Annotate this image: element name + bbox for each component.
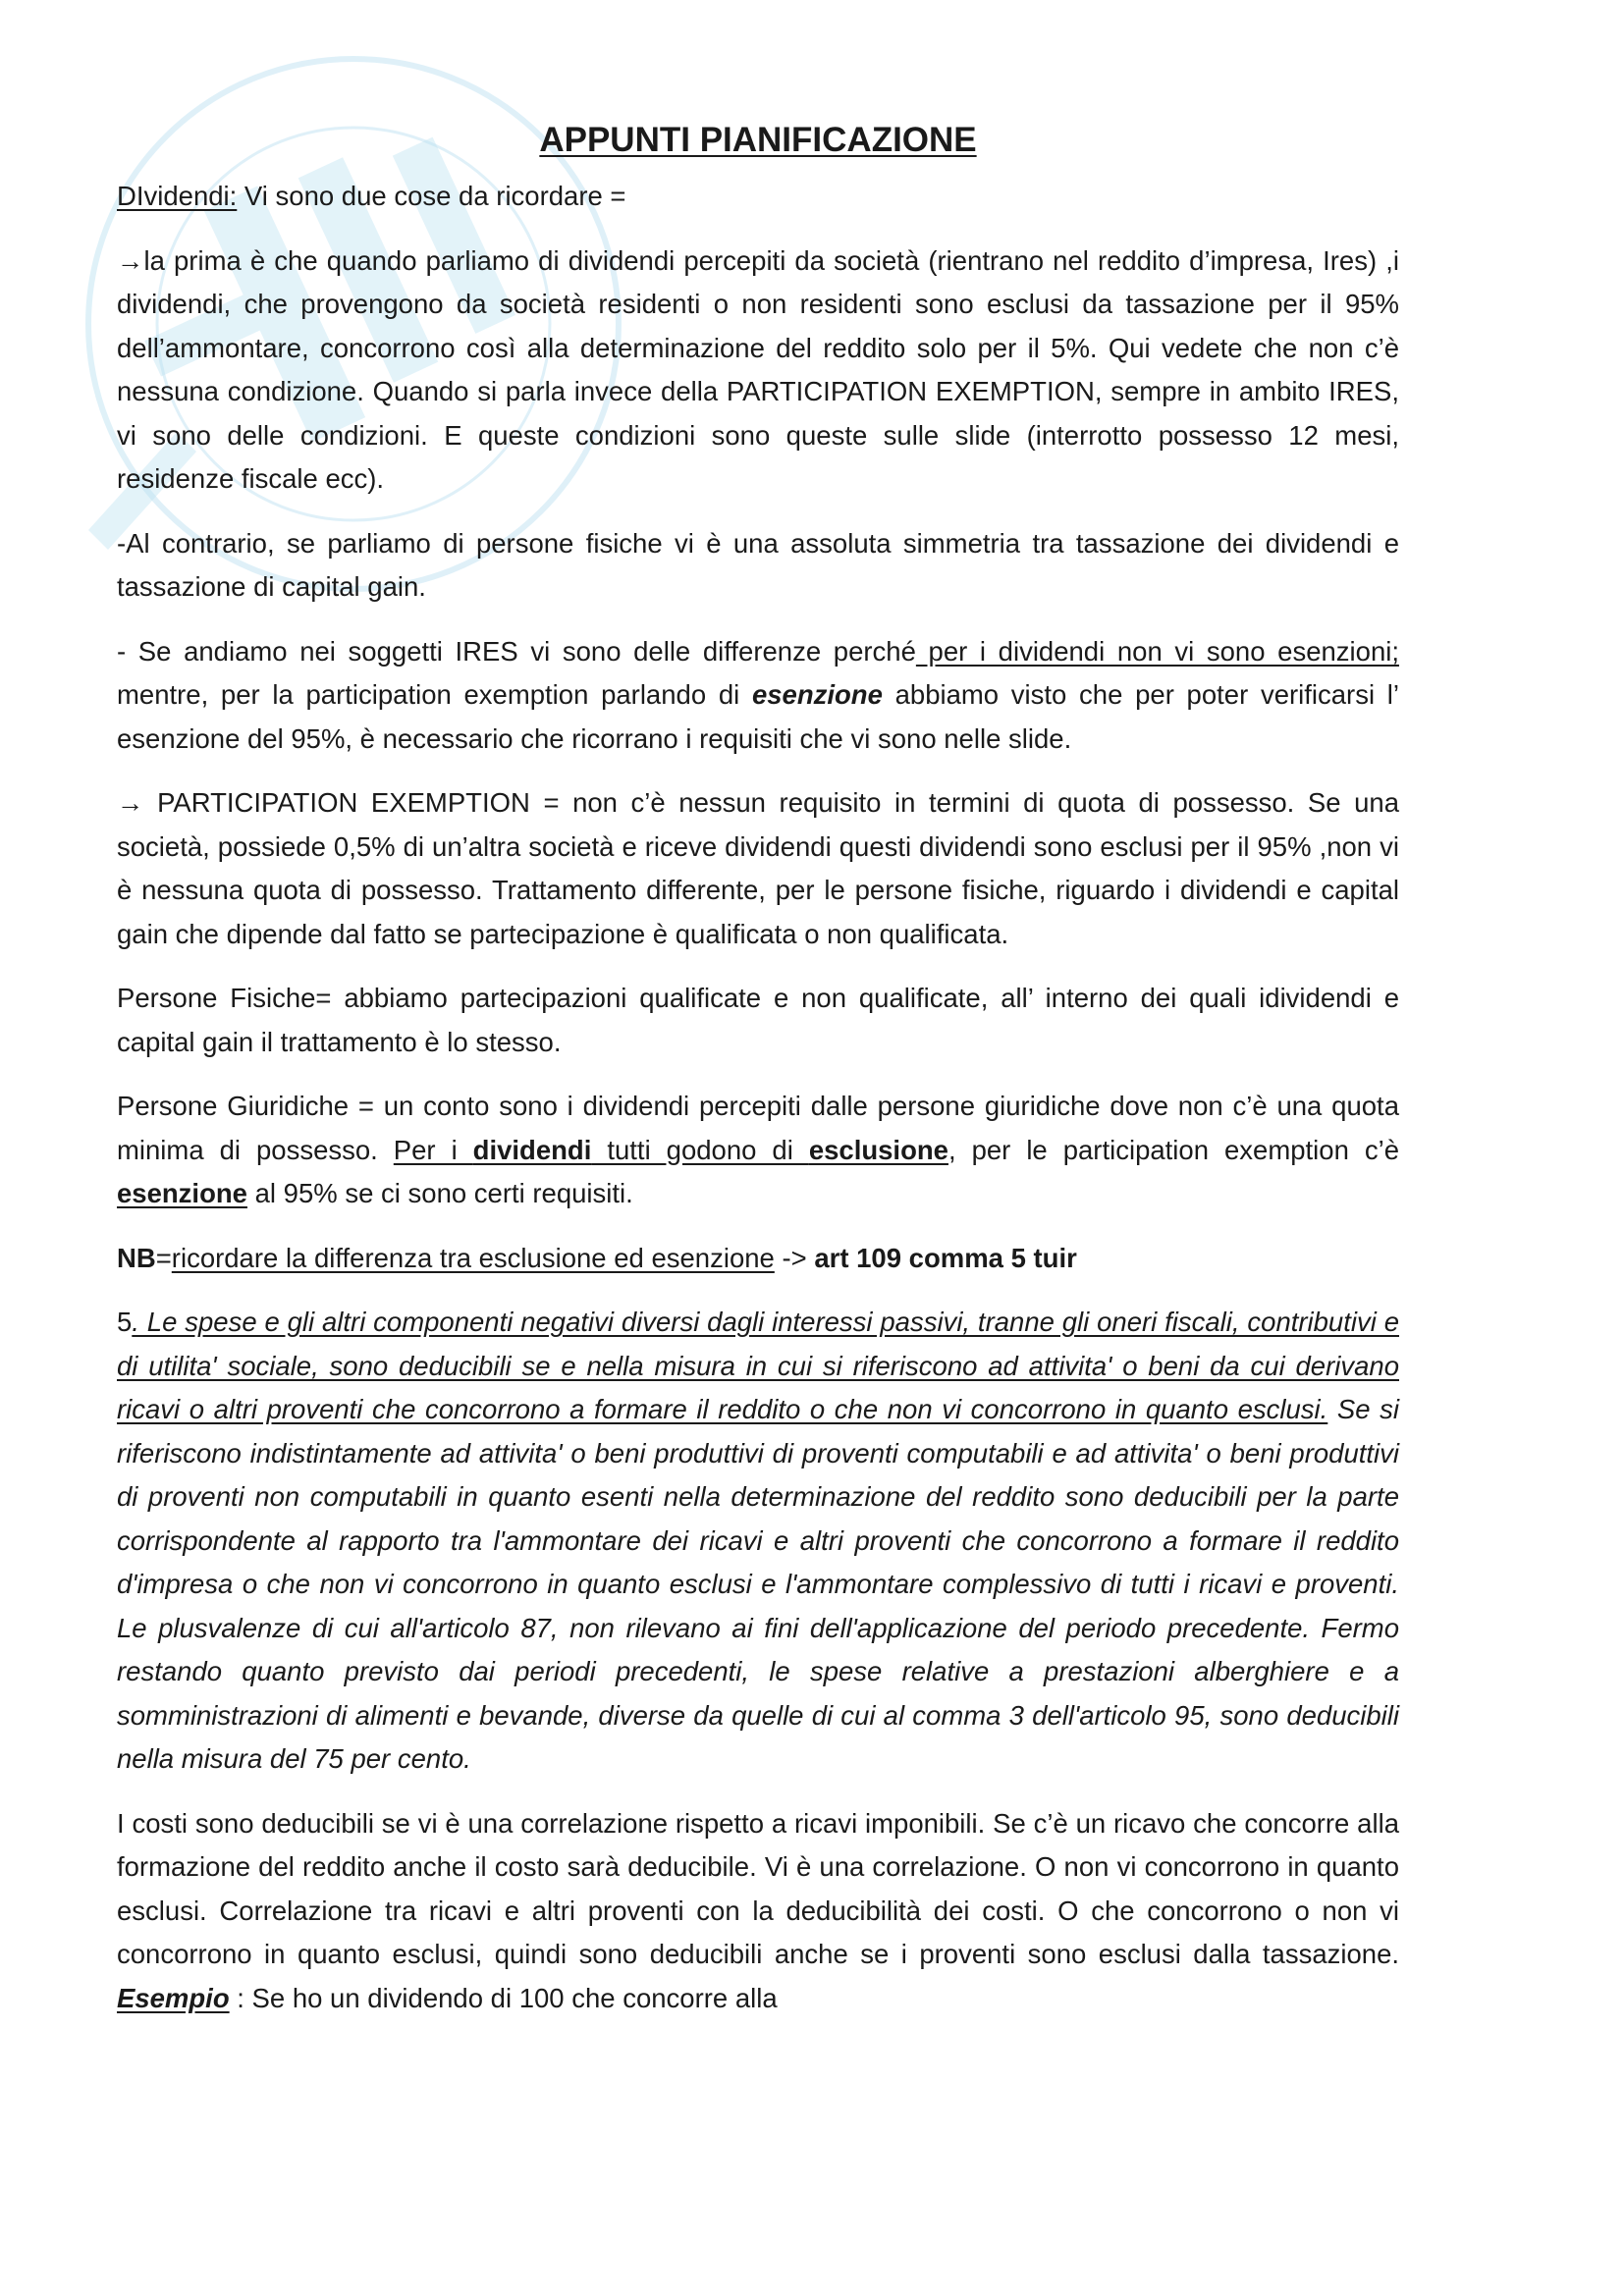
arrow-icon: →	[117, 787, 144, 818]
arrow-icon: →	[117, 244, 144, 276]
paragraph-art-109-quote: 5. Le spese e gli altri componenti negativi diversi dagli interessi passivi, tranne gli oneri fiscali, contributivi e di utilita' sociale, sono deducibili se e nella misura in cui si riferiscono ad attivita' o beni da cui derivano ricavi o altri proventi che concorrono a formare il reddito o che non vi concorrono in quanto esclusi. Se si riferiscono indistintamente ad attivita' o beni produttivi di proventi computabili e ad attivita' o beni produttivi di proventi non computabili in quanto esenti nella determinazione del reddito sono deducibili per la parte corrispondente al rapporto tra l'ammontare dei ricavi e altri proventi che concorrono a formare il reddito d'impresa o che non vi concorrono in quanto esclusi e l'ammontare complessivo di tutti i ricavi e proventi. Le plusvalenze di cui all'articolo 87, non rilevano ai fini dell'applicazione del periodo precedente. Fermo restando quanto previsto dai periodi precedenti, le spese relative a prestazioni alberghiere e a somministrazioni di alimenti e bevande, diverse da quelle di cui al comma 3 dell'articolo 95, sono deducibili nella misura del 75 per cento.	[117, 1307, 1399, 1774]
dividendi-label: DIvidendi:	[117, 181, 238, 211]
page-title: APPUNTI PIANIFICAZIONE	[539, 121, 977, 159]
paragraph-persone-fisiche: Persone Fisiche= abbiamo partecipazioni qualificate e non qualificate, all’ interno dei quali idividendi e capital gain il trattamento è lo stesso.	[117, 983, 1399, 1057]
paragraph-costi-deducibili: I costi sono deducibili se vi è una correlazione rispetto a ricavi imponibili. Se c’è un ricavo che concorre alla formazione del reddito anche il costo sarà deducibile. Vi è una correlazione. O non vi concorrono in quanto esclusi. Correlazione tra ricavi e altri proventi con la deducibilità dei costi. O che concorrono o non vi concorrono in quanto esclusi, quindi sono deducibili anche se i proventi sono esclusi dalla tassazione. Esempio : Se ho un dividendo di 100 che concorre alla	[117, 1807, 1399, 2013]
paragraph-dividendi-intro: DIvidendi: Vi sono due cose da ricordare =	[117, 181, 626, 211]
paragraph-participation-exemption: → PARTICIPATION EXEMPTION = non c’è nessun requisito in termini di quota di possesso. Se una società, possiede 0,5% di un’altra società e riceve dividendi questi dividendi sono esclusi per il 95% ,non vi è nessuna quota di possesso. Trattamento differente, per le persone fisiche, riguardo i dividendi e capital gain che dipende dal fatto se partecipazione è qualificata o non qualificata.	[117, 787, 1399, 949]
paragraph-soggetti-ires: - Se andiamo nei soggetti IRES vi sono delle differenze perché per i dividendi non vi sono esenzioni; mentre, per la participation exemption parlando di esenzione abbiamo visto che per poter verificarsi l’ esenzione del 95%, è necessario che ricorrano i requisiti che vi sono nelle slide.	[117, 635, 1399, 754]
paragraph-prima: →la prima è che quando parliamo di dividendi percepiti da società (rientrano nel reddito d’impresa, Ires) ,i dividendi, che provengono da società residenti o non residenti sono esclusi da tassazione per il 95% dell’ammontare, concorrono così alla determinazione del reddito solo per il 5%. Qui vedete che non c’è nessuna condizione. Quando si parla invece della PARTICIPATION EXEMPTION, sempre in ambito IRES, vi sono delle condizioni. E queste condizioni sono queste sulle slide (interrotto possesso 12 mesi, residenze fiscale ecc).	[117, 244, 1399, 494]
paragraph-persone-giuridiche: Persone Giuridiche = un conto sono i dividendi percepiti dalle persone giuridiche dove non c’è una quota minima di possesso. Per i dividendi tutti godono di esclusione, per le participation exemption c’è esenzione al 95% se ci sono certi requisiti.	[117, 1091, 1399, 1208]
esempio-label: Esempio	[117, 1982, 230, 2013]
paragraph-persone-fisiche-simmetria: -Al contrario, se parliamo di persone fisiche vi è una assoluta simmetria tra tassazione dei dividendi e tassazione di capital gain.	[117, 527, 1399, 602]
document-page	[117, 116, 1399, 2041]
paragraph-nb: NB=ricordare la differenza tra esclusione ed esenzione -> art 109 comma 5 tuir	[117, 1242, 1077, 1273]
